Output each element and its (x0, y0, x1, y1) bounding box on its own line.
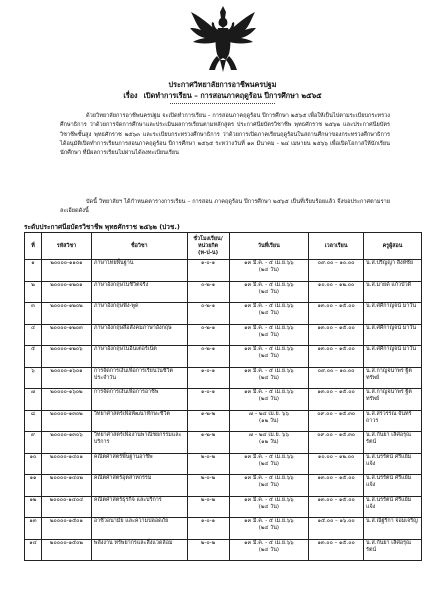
table-row (25, 346, 422, 368)
cell-date (229, 475, 309, 497)
cell-date-range: ๑๓ มี.ค. - ๕ เม.ย.๖๖ (244, 367, 294, 374)
cell-date-days: (๒๔ วัน) (258, 546, 279, 553)
cell-credit: ๐-๒-๑ (187, 324, 229, 346)
cell-time: ๑๓.๐๐ – ๑๕.๐๐ (309, 496, 364, 518)
cell-no: ๔ (25, 324, 42, 346)
cell-code: ๒๐๐๐๐-๑๕๐๒ (41, 539, 91, 561)
cell-time: ๑๓.๐๐ – ๑๕.๐๐ (309, 475, 364, 497)
table-row (25, 496, 422, 518)
cell-name: ภาษาไทยพื้นฐาน (91, 260, 187, 282)
table-row (25, 475, 422, 497)
body-paragraph-2: บัดนี้ วิทยาลัยฯ ได้กำหนดตารางการเรียน – การสอน ภาคฤดูร้อน ปีการศึกษา ๒๕๖๕ เป็นที่เรียบร้อยแล้ว จึงขอประกาศตามรายละเอียดดังนี้ (60, 199, 390, 215)
cell-code: ๒๐๐๐๐-๑๓๐๒ (41, 410, 91, 432)
cell-no: ๘ (25, 410, 42, 432)
cell-teacher-line-1: น.ส.ศศิกาญจน์ มาวัน (366, 303, 417, 309)
cell-name: การจัดการเงินเพื่อการอาชีพ (91, 389, 187, 411)
cell-date (229, 453, 309, 475)
cell-teacher-line-1: น.ส.ณัฐริกา จอมเจริญ (366, 518, 418, 524)
cell-date (229, 432, 309, 454)
header-hours (187, 233, 229, 260)
cell-teacher-line-1: น.ส.กันยา เลิศอรุณ (366, 539, 411, 546)
cell-time: ๐๙.๐๐ – ๑๕.๓๐ (309, 410, 364, 432)
cell-no: ๒ (25, 281, 42, 303)
subject-label: เรื่อง (123, 91, 138, 100)
table-row (25, 453, 422, 475)
cell-date (229, 539, 309, 561)
cell-code: ๒๐๐๐๐-๑๕๐๑ (41, 518, 91, 540)
cell-code: ๒๐๐๐๐-๑๓๐๖ (41, 432, 91, 454)
cell-date-range: ๑๓ มี.ค. - ๕ เม.ย.๖๖ (244, 281, 294, 288)
cell-date-days: (๒๔ วัน) (258, 374, 279, 381)
header-name: ชื่อวิชา (91, 233, 187, 260)
cell-date-range: ๗ – ๒๔ เม.ย. ๖๖ (248, 432, 289, 438)
cell-name: อาชีวอนามัย และความปลอดภัย (91, 518, 187, 540)
cell-teacher (364, 518, 422, 540)
cell-no: ๕ (25, 346, 42, 368)
cell-teacher (364, 432, 422, 454)
cell-credit: ๒-๐-๒ (187, 496, 229, 518)
table-row (25, 432, 422, 454)
cell-time: ๐๙.๐๐ – ๑๐.๐๐ (309, 367, 364, 389)
cell-code: ๒๐๐๐๐-๑๒๐๖ (41, 346, 91, 368)
cell-credit: ๒-๐-๒ (187, 475, 229, 497)
cell-name: พลังงาน ทรัพยากรและสิ่งแวดล้อม (91, 539, 187, 561)
subject-text: เปิดทำการเรียน – การสอนภาคฤดูร้อน ปีการศึกษา ๒๕๖๕ (143, 91, 322, 100)
cell-teacher (364, 539, 422, 561)
cell-no: ๙ (25, 432, 42, 454)
cell-teacher-line-1: น.ส.กันยา เลิศอรุณ (366, 432, 411, 438)
cell-date (229, 324, 309, 346)
header-hours-line-1: ชั่วโมงเรียน/ (193, 235, 223, 242)
table-row (25, 389, 422, 411)
cell-teacher-line-2: รัตน์ (366, 546, 377, 553)
cell-no: ๑๐ (25, 453, 42, 475)
cell-date-days: (๒๔ วัน) (258, 288, 279, 295)
cell-teacher-line-1: น.ส.กาญจนาพร ฐิต (366, 367, 412, 374)
cell-date-range: ๑๓ มี.ค. - ๕ เม.ย.๖๖ (244, 475, 294, 481)
cell-no: ๑ (25, 260, 42, 282)
cell-teacher (364, 303, 422, 325)
table-row (25, 303, 422, 325)
cell-teacher (364, 389, 422, 411)
cell-no: ๑๔ (25, 539, 42, 561)
announcement-title: ประกาศวิทยาลัยการอาชีพนครปฐม (168, 80, 277, 89)
cell-credit: ๑-๒-๒ (187, 410, 229, 432)
cell-name: การจัดการเงินเพื่อการเรียนในชีวิตประจำวัน (91, 367, 187, 389)
cell-date-range: ๑๓ มี.ค. - ๕ เม.ย.๖๖ (244, 539, 294, 546)
cell-credit: ๑-๒-๒ (187, 432, 229, 454)
cell-date-days: (๒๔ วัน) (258, 267, 279, 273)
cell-date-days: (๒๔ วัน) (258, 310, 279, 316)
header-code: รหัสวิชา (41, 233, 91, 260)
cell-credit: ๑-๐-๑ (187, 389, 229, 411)
cell-name: คณิตศาสตร์ธุรกิจ และบริการ (91, 496, 187, 518)
cell-teacher (364, 281, 422, 303)
header-date: วันที่เรียน (229, 233, 309, 260)
table-row (25, 281, 422, 303)
cell-date (229, 303, 309, 325)
cell-time: ๑๓.๐๐ – ๑๕.๐๐ (309, 389, 364, 411)
header-teacher: ครูผู้สอน (364, 233, 422, 260)
cell-credit: ๒-๐-๒ (187, 539, 229, 561)
cell-date-range: ๑๓ มี.ค. - ๕ เม.ย.๖๖ (244, 324, 294, 331)
cell-date-days: (๒๔ วัน) (258, 525, 279, 531)
cell-name: คณิตศาสตร์พื้นฐานอาชีพ (91, 453, 187, 475)
cell-no: ๑๒ (25, 496, 42, 518)
header-hours-line-3: (ท-ป-น) (198, 249, 219, 256)
cell-teacher-line-1: น.ส.กาญจนาพร ฐิต (366, 389, 412, 395)
cell-teacher-line-1: น.ส.นรรัตน์ ศรีแย้มแจ้ง (366, 496, 412, 510)
cell-teacher-line-1: น.ส.นรรัตน์ ศรีแย้มแจ้ง (366, 453, 412, 467)
header-hours-line-2: หน่วยกิต (197, 242, 219, 249)
cell-date-range: ๑๓ มี.ค. - ๕ เม.ย.๖๖ (244, 303, 294, 309)
cell-no: ๑๓ (25, 518, 42, 540)
cell-teacher-line-2: ทรัพย์ (366, 396, 380, 402)
cell-date-days: (๒๔ วัน) (258, 482, 279, 488)
cell-credit: ๑-๐-๑ (187, 518, 229, 540)
cell-no: ๑๑ (25, 475, 42, 497)
cell-date-range: ๑๓ มี.ค. - ๕ เม.ย.๖๖ (244, 496, 294, 503)
cell-date (229, 346, 309, 368)
cell-date (229, 496, 309, 518)
cell-teacher (364, 324, 422, 346)
cell-code: ๒๐๐๐๐-๑๔๐๔ (41, 496, 91, 518)
cell-credit: ๐-๒-๑ (187, 281, 229, 303)
table-row (25, 539, 422, 561)
cell-date-range: ๗ – ๒๔ เม.ย. ๖๖ (248, 410, 289, 417)
cell-credit: ๐-๒-๑ (187, 346, 229, 368)
cell-time: ๑๕.๐๐ – ๑๖.๐๐ (309, 518, 364, 540)
cell-teacher (364, 496, 422, 518)
cell-date-range: ๑๓ มี.ค. - ๕ เม.ย.๖๖ (244, 260, 294, 266)
table-header-row (25, 233, 422, 260)
cell-teacher (364, 346, 422, 368)
cell-name: ภาษาอังกฤษสื่อสังคมภาษาอังกฤษ (91, 324, 187, 346)
cell-teacher-line-1: น.ส.มายด์ แก้วบัวดี (366, 281, 412, 288)
cell-teacher (364, 260, 422, 282)
cell-date-days: (๒๔ วัน) (258, 331, 279, 338)
cell-code: ๒๐๐๐๐-๑๑๐๑ (41, 260, 91, 282)
cell-teacher-line-1: น.ส.ปริญญา สิงห์ชัย (366, 260, 413, 266)
cell-teacher-line-1: น.ส.ศศิกาญจน์ มาวัน (366, 346, 417, 352)
cell-date (229, 518, 309, 540)
cell-time: ๑๐.๐๐ – ๑๒.๐๐ (309, 281, 364, 303)
cell-teacher (364, 410, 422, 432)
cell-name: ภาษาอังกฤษในอินเตอร์เน็ต (91, 346, 187, 368)
title-divider (170, 103, 275, 104)
cell-date-range: ๑๓ มี.ค. - ๕ เม.ย.๖๖ (244, 518, 294, 524)
cell-name: คณิตศาสตร์อุตสาหกรรม (91, 475, 187, 497)
cell-date-days: (๒๔ วัน) (258, 460, 279, 467)
cell-date (229, 389, 309, 411)
cell-name: วิทยาศาสตร์เพื่องานพาณิชยกรรมและบริการ (91, 432, 187, 454)
cell-code: ๒๐๐๐๐-๑๒๐๒ (41, 303, 91, 325)
cell-code: ๒๐๐๐๐-๑๔๐๒ (41, 475, 91, 497)
cell-date (229, 410, 309, 432)
cell-credit: ๑-๐-๑ (187, 367, 229, 389)
schedule-table (24, 232, 422, 561)
cell-teacher-line-1: น.ส.สรวรรณ จันทร์ถาวร (366, 410, 412, 424)
cell-no: ๗ (25, 389, 42, 411)
cell-date-days: (๑๒ วัน) (259, 439, 279, 445)
garuda-emblem-icon (187, 6, 259, 74)
cell-time: ๑๓.๐๐ – ๑๕.๐๐ (309, 346, 364, 368)
table-row (25, 367, 422, 389)
cell-date (229, 367, 309, 389)
cell-date-days: (๒๔ วัน) (258, 353, 279, 359)
cell-no: ๓ (25, 303, 42, 325)
table-row (25, 410, 422, 432)
cell-date-days: (๒๔ วัน) (258, 396, 279, 402)
cell-credit: ๒-๐-๒ (187, 453, 229, 475)
cell-code: ๒๐๐๐๐-๑๔๐๑ (41, 453, 91, 475)
cell-credit: ๐-๒-๑ (187, 303, 229, 325)
header-time: เวลาเรียน (309, 233, 364, 260)
cell-name: ภาษาอังกฤษในชีวิตจริง (91, 281, 187, 303)
cell-time: ๑๓.๐๐ – ๑๕.๐๐ (309, 303, 364, 325)
cell-name: วิทยาศาสตร์เพื่อพัฒนาทักษะชีวิต (91, 410, 187, 432)
table-row (25, 324, 422, 346)
cell-teacher-line-1: น.ส.ศศิกาญจน์ มาวัน (366, 324, 417, 331)
cell-time: ๑๓.๐๐ – ๑๕.๐๐ (309, 324, 364, 346)
cell-code: ๒๐๐๐๐-๑๒๐๓ (41, 324, 91, 346)
cell-credit: ๑-๐-๑ (187, 260, 229, 282)
cell-code: ๒๐๐๐๐-๑๖๐๑ (41, 367, 91, 389)
cell-date-range: ๑๓ มี.ค. - ๕ เม.ย.๖๖ (244, 453, 294, 460)
cell-time: ๐๙.๐๐ – ๑๐.๐๐ (309, 260, 364, 282)
cell-time: ๑๐.๐๐ – ๑๒.๐๐ (309, 453, 364, 475)
cell-date-days: (๑๒ วัน) (259, 417, 279, 424)
cell-date-range: ๑๓ มี.ค. - ๕ เม.ย.๖๖ (244, 389, 294, 395)
table-row (25, 518, 422, 540)
header-no: ที่ (25, 233, 42, 260)
body-paragraph-1: ด้วยวิทยาลัยการอาชีพนครปฐม จะเปิดทำการเรียน – การสอนภาคฤดูร้อน ปีการศึกษา ๒๕๖๕ เพื่อให้เป็นไปตามระเบียบกระทรวงศึกษาธิการ ว่าด้วยการจัดการศึกษาและประเมินผลการเรียนตามหลักสูตร ประกาศนียบัตรวิชาชีพ พุทธศักราช ๒๕๖๒ และประกาศนียบัตรวิชาชีพชั้นสูง พุทธศักราช ๒๕๖๓ และระเบียบกระทรวงศึกษาธิการ ว่าด้วยการเปิดภาคเรียนฤดูร้อนในสถานศึกษาของกระทรวงศึกษาธิการ ได้อนุมัติเปิดทำการเรียนการสอนภาคฤดูร้อน ปีการศึกษา ๒๕๖๕ ระหว่างวันที่ ๑๓ มีนาคม - ๒๔ เมษายน ๒๕๖๖ เพื่อเปิดโอกาสให้นักเรียน นักศึกษา ที่มีผลการเรียนไม่ผ่านได้ลงทะเบียนเรียน (60, 113, 390, 157)
cell-teacher (364, 453, 422, 475)
cell-code: ๒๐๐๐๐-๑๒๐๑ (41, 281, 91, 303)
cell-no: ๖ (25, 367, 42, 389)
section-title: ระดับประกาศนียบัตรวิชาชีพ พุทธศักราช ๒๕๖๒ (ปวช.) (24, 223, 180, 231)
table-row (25, 260, 422, 282)
cell-date (229, 281, 309, 303)
table-body (25, 260, 422, 561)
cell-teacher-line-2: ทรัพย์ (366, 374, 380, 381)
cell-name: ภาษาอังกฤษฟัง-พูด (91, 303, 187, 325)
cell-teacher-line-2: รัตน์ (366, 439, 377, 445)
cell-time: ๐๙.๐๐ – ๑๕.๓๐ (309, 432, 364, 454)
cell-teacher-line-1: น.ส.นรรัตน์ ศรีแย้มแจ้ง (366, 475, 412, 488)
cell-code: ๒๐๐๐๐-๑๖๐๒ (41, 389, 91, 411)
cell-date-range: ๑๓ มี.ค. - ๕ เม.ย.๖๖ (244, 346, 294, 352)
announcement-subject (0, 91, 445, 102)
cell-date-days: (๒๔ วัน) (258, 503, 279, 510)
cell-time: ๑๓.๐๐ – ๑๕.๐๐ (309, 539, 364, 561)
cell-date (229, 260, 309, 282)
cell-teacher (364, 367, 422, 389)
cell-teacher (364, 475, 422, 497)
